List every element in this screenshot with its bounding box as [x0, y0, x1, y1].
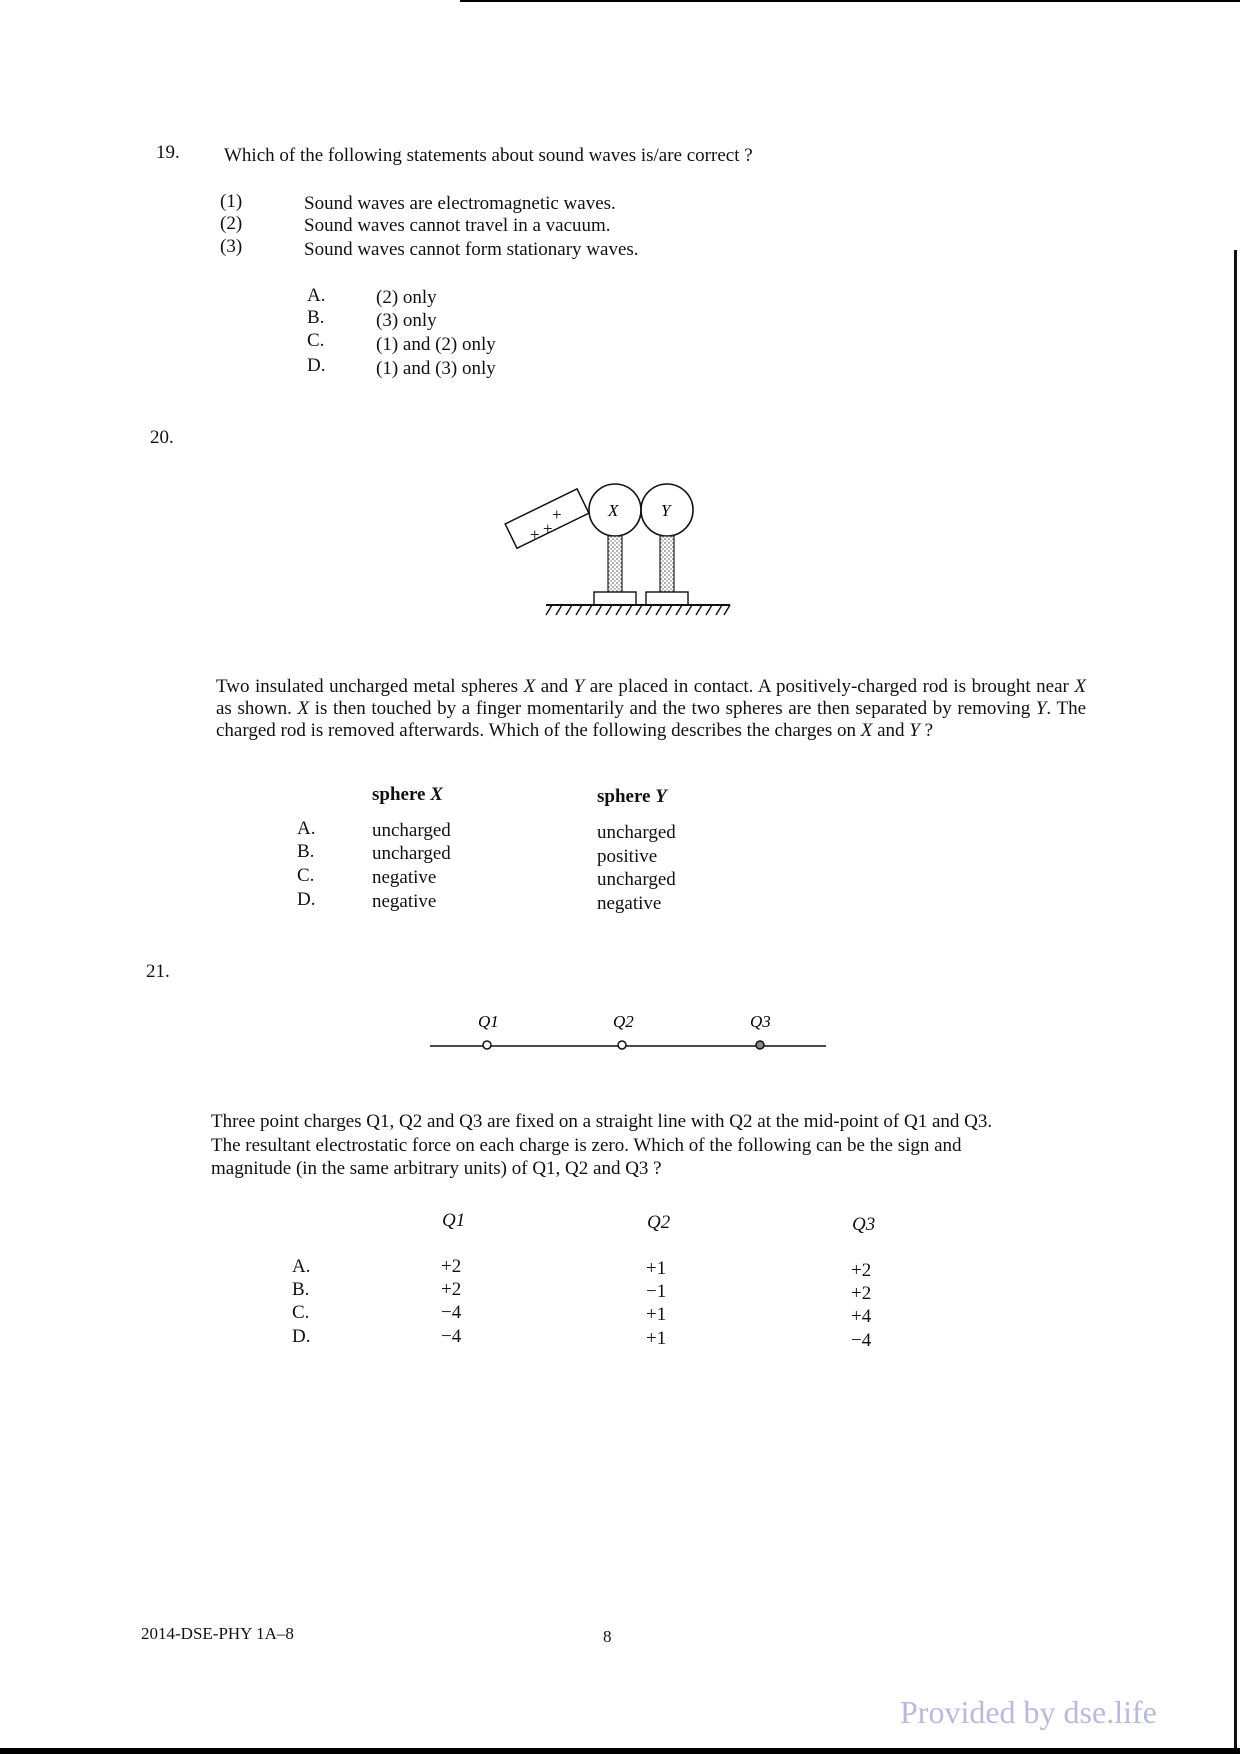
- option-text: (1) and (3) only: [376, 358, 496, 379]
- rod-plus-sign: +: [552, 505, 562, 524]
- ground-hatching: [546, 605, 730, 615]
- option-q1: −4: [441, 1326, 462, 1347]
- option-q2: +1: [646, 1304, 667, 1325]
- option-sphere-x: uncharged: [372, 843, 451, 864]
- statement-text: Sound waves are electromagnetic waves.: [304, 193, 616, 214]
- top-border-line: [460, 0, 1240, 2]
- charge-q1: [483, 1041, 491, 1049]
- option-letter: D.: [297, 889, 316, 910]
- option-q3: +2: [851, 1260, 872, 1281]
- option-q3: +4: [851, 1306, 872, 1327]
- option-q1: +2: [441, 1256, 462, 1277]
- option-text: (1) and (2) only: [376, 334, 496, 355]
- question-text-line: Three point charges Q1, Q2 and Q3 are fixed on a straight line with Q2 at the mid-point of Q1 and Q3.: [211, 1111, 993, 1132]
- question-text: [216, 676, 1086, 742]
- column-header-sphere-y: [597, 786, 667, 808]
- option-sphere-x: uncharged: [372, 820, 451, 841]
- point-charges-diagram: [428, 1005, 828, 1065]
- option-sphere-y: uncharged: [597, 869, 676, 890]
- option-letter: A.: [292, 1256, 311, 1277]
- variable-y: Y: [573, 676, 585, 697]
- label-q1: Q1: [478, 1012, 499, 1031]
- option-sphere-y: positive: [597, 846, 658, 867]
- text-fragment: . The charged rod is removed afterwards. Which of the following describes the charges on: [216, 698, 1087, 741]
- option-letter: C.: [297, 865, 315, 886]
- label-q2: Q2: [613, 1012, 634, 1031]
- option-text: (2) only: [376, 287, 437, 308]
- option-letter: D.: [292, 1326, 311, 1347]
- column-header-q3: Q3: [852, 1214, 876, 1235]
- question-number: 21.: [146, 961, 170, 982]
- footer-paper-code: 2014-DSE-PHY 1A–8: [141, 1624, 294, 1643]
- variable-y: Y: [1035, 698, 1047, 719]
- option-letter: D.: [307, 355, 326, 376]
- variable-x: X: [1074, 676, 1086, 697]
- base-y: [646, 592, 688, 605]
- base-x: [594, 592, 636, 605]
- label-q3: Q3: [750, 1012, 771, 1031]
- header-label: sphere: [597, 786, 656, 807]
- spheres-diagram: [500, 470, 740, 630]
- charge-q2: [618, 1041, 626, 1049]
- column-header-q1: Q1: [442, 1210, 466, 1231]
- option-q2: +1: [646, 1328, 667, 1349]
- text-fragment: as shown.: [216, 698, 298, 719]
- sphere-x-label: X: [608, 501, 619, 520]
- bottom-border-line: [0, 1748, 1240, 1754]
- header-variable: Y: [655, 786, 667, 807]
- insulating-stand-x: [608, 536, 622, 598]
- header-label: sphere: [372, 784, 431, 805]
- option-q1: −4: [441, 1302, 462, 1323]
- option-sphere-x: negative: [372, 891, 437, 912]
- option-q2: −1: [646, 1281, 667, 1302]
- option-sphere-y: negative: [597, 893, 662, 914]
- question-number: 20.: [150, 427, 174, 448]
- right-border-line: [1234, 250, 1237, 1754]
- statement-number: (3): [220, 236, 243, 257]
- question-text-line: magnitude (in the same arbitrary units) of Q1, Q2 and Q3 ?: [211, 1158, 662, 1179]
- question-text: Which of the following statements about sound waves is/are correct ?: [224, 145, 753, 166]
- variable-y: Y: [909, 720, 920, 741]
- option-letter: A.: [297, 818, 316, 839]
- sphere-y-label: Y: [661, 501, 671, 520]
- text-fragment: Two insulated uncharged metal spheres: [216, 676, 524, 697]
- header-variable: X: [430, 784, 443, 805]
- text-fragment: and: [872, 720, 910, 741]
- option-letter: B.: [292, 1279, 310, 1300]
- text-fragment: and: [535, 676, 574, 697]
- rod-plus-sign: +: [543, 519, 553, 538]
- question-number: 19.: [156, 142, 180, 163]
- option-q2: +1: [646, 1258, 667, 1279]
- statement-number: (1): [220, 191, 243, 212]
- column-header-sphere-x: [372, 784, 443, 806]
- rod-plus-sign: +: [530, 525, 540, 544]
- watermark-link[interactable]: Provided by dse.life: [900, 1694, 1157, 1730]
- statement-text: Sound waves cannot form stationary waves.: [304, 239, 639, 260]
- option-letter: C.: [292, 1302, 310, 1323]
- option-q3: +2: [851, 1283, 872, 1304]
- insulating-stand-y: [660, 536, 674, 598]
- variable-x: X: [860, 720, 873, 741]
- option-letter: B.: [297, 841, 315, 862]
- statement-number: (2): [220, 213, 243, 234]
- charge-q3: [756, 1041, 764, 1049]
- variable-x: X: [523, 676, 536, 697]
- option-sphere-x: negative: [372, 867, 437, 888]
- column-header-q2: Q2: [647, 1212, 671, 1233]
- option-sphere-y: uncharged: [597, 822, 676, 843]
- option-text: (3) only: [376, 310, 437, 331]
- statement-text: Sound waves cannot travel in a vacuum.: [304, 215, 611, 236]
- page-number: 8: [603, 1627, 612, 1646]
- option-letter: C.: [307, 330, 325, 351]
- text-fragment: are placed in contact. A positively-charged rod is brought near: [584, 676, 1075, 697]
- option-letter: A.: [307, 285, 326, 306]
- question-text-line: The resultant electrostatic force on each charge is zero. Which of the following can be the sign and: [211, 1135, 962, 1156]
- variable-x: X: [297, 698, 310, 719]
- option-letter: B.: [307, 307, 325, 328]
- text-fragment: is then touched by a finger momentarily and the two spheres are then separated by removing: [309, 698, 1036, 719]
- option-q3: −4: [851, 1330, 872, 1351]
- text-fragment: ?: [919, 720, 934, 741]
- option-q1: +2: [441, 1279, 462, 1300]
